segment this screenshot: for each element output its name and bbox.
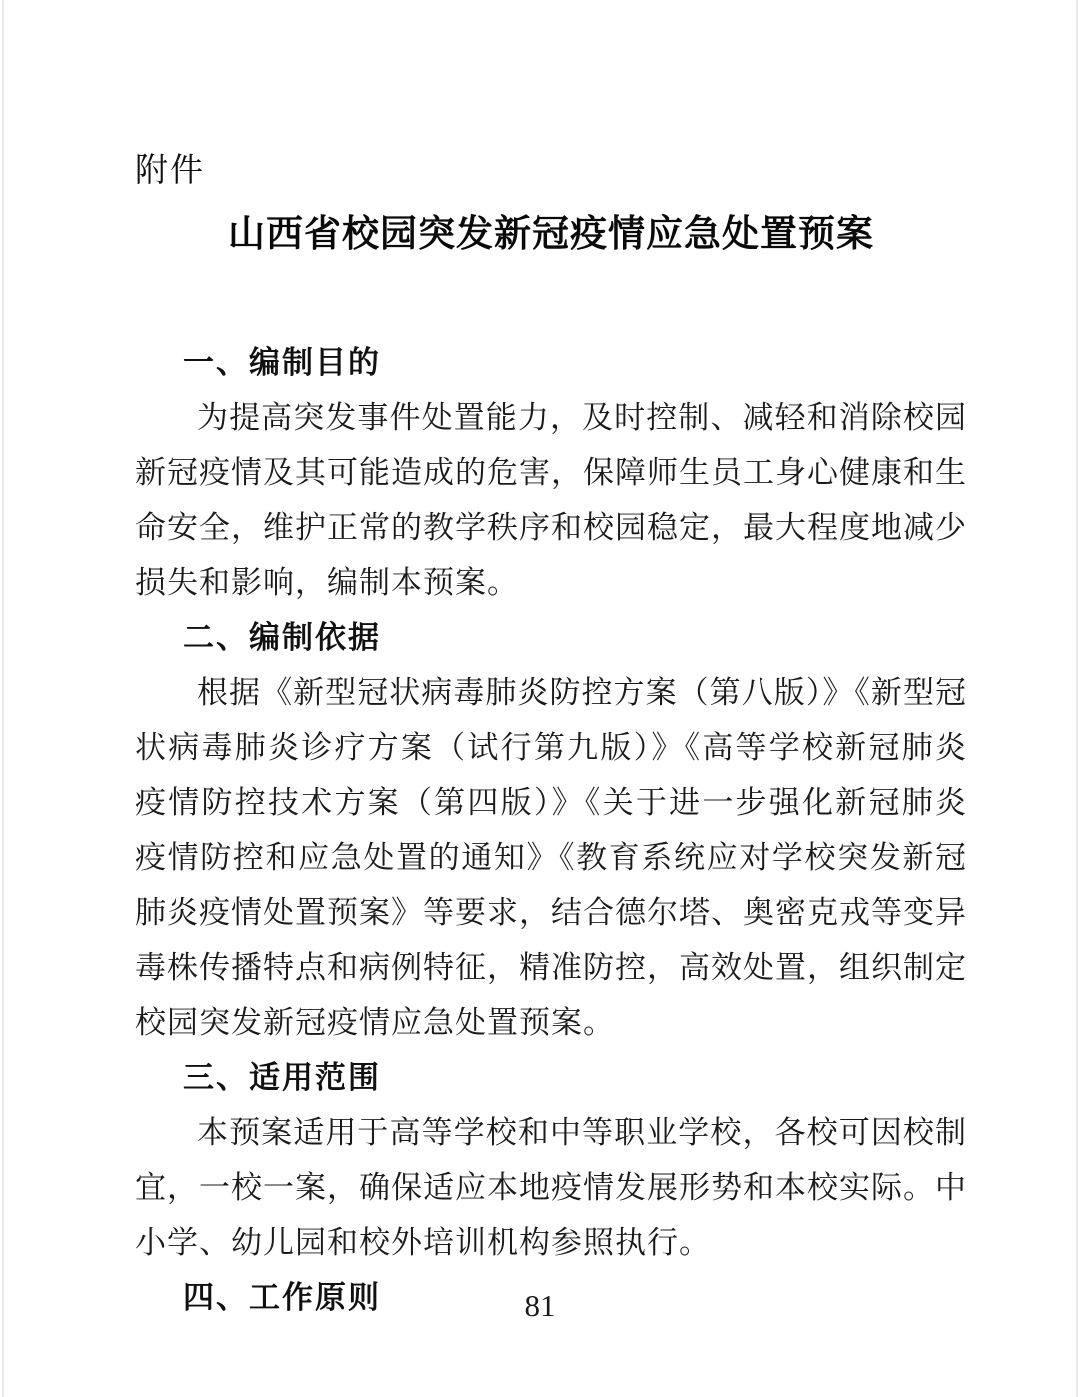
section-compilation-basis: [135, 610, 967, 1050]
section-applicable-scope: [135, 1050, 967, 1270]
page-number: 81: [524, 1288, 556, 1323]
paragraph: 为提高突发事件处置能力，及时控制、减轻和消除校园新冠疫情及其可能造成的危害，保障师生员工身心健康和生命安全，维护正常的教学秩序和校园稳定，最大程度地减少损失和影响，编制本预案。: [135, 400, 967, 600]
paragraph: 根据《新型冠状病毒肺炎防控方案（第八版）》《新型冠状病毒肺炎诊疗方案（试行第九版）》《高等学校新冠肺炎疫情防控技术方案（第四版）》《关于进一步强化新冠肺炎疫情防控和应急处置的通知》《教育系统应对学校突发新冠肺炎疫情处置预案》等要求，结合德尔塔、奥密克戎等变异毒株传播特点和病例特征，精准防控，高效处置，组织制定校园突发新冠疫情应急处置预案。: [135, 675, 967, 1040]
section-heading: 四、工作原则: [183, 1280, 381, 1315]
document-sections: [135, 335, 967, 1325]
scan-edge-left: [2, 0, 4, 1397]
scan-edge-right: [1076, 0, 1078, 1397]
attachment-label: 附件: [135, 151, 205, 188]
paragraph: 本预案适用于高等学校和中等职业学校，各校可因校制宜，一校一案，确保适应本地疫情发展形势和本校实际。中小学、幼儿园和校外培训机构参照执行。: [135, 1115, 967, 1260]
section-heading: 二、编制依据: [183, 620, 381, 655]
section-compilation-purpose: [135, 335, 967, 610]
section-heading: 三、适用范围: [183, 1060, 381, 1095]
document-title: 山西省校园突发新冠疫情应急处置预案: [228, 214, 874, 255]
document-page: [135, 0, 967, 1325]
section-heading: 一、编制目的: [183, 345, 381, 380]
